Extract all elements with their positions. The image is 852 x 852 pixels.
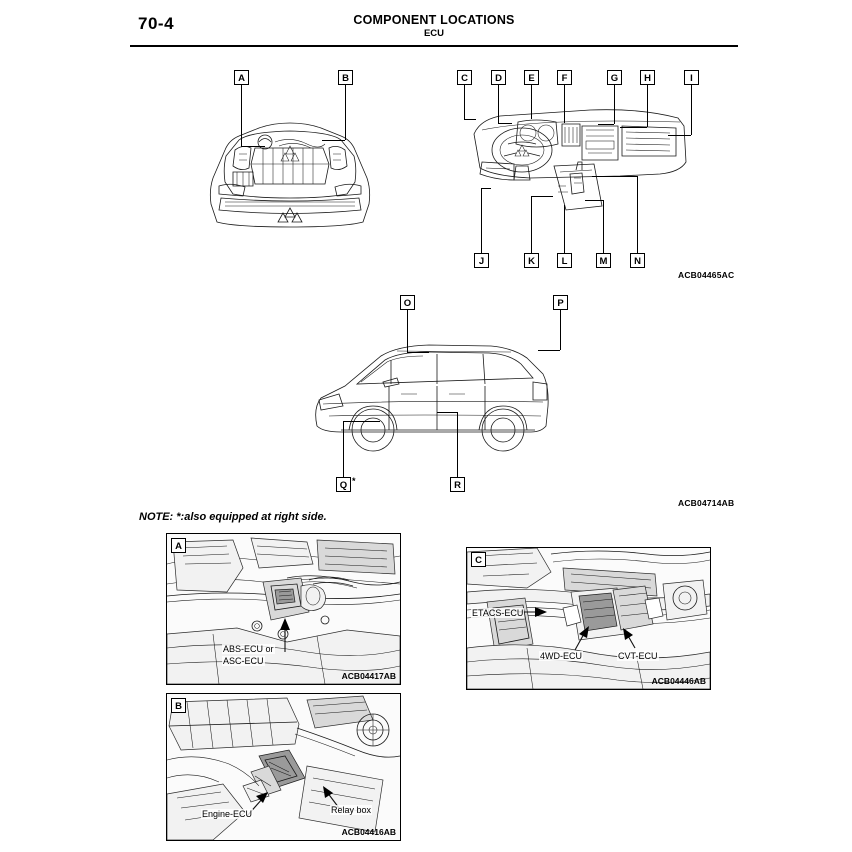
leader-f (564, 85, 565, 123)
figure-engine-bay (195, 86, 385, 231)
callout-c: C (457, 70, 472, 85)
leader-b (345, 85, 346, 140)
callout-n: N (630, 253, 645, 268)
callout-o: O (400, 295, 415, 310)
page-header (130, 10, 738, 46)
photo-panel-c (466, 547, 711, 690)
leader-c (464, 85, 465, 119)
callout-q-asterisk: * (352, 476, 356, 486)
panel-c-annotation-cvt-ecu: CVT-ECU (618, 651, 658, 661)
panel-c-caption: ACB04446AB (651, 676, 706, 686)
panel-c-annotation-etacs-ecu: ETACS-ECU (472, 608, 524, 618)
panel-b-annotation-engine-ecu: Engine-ECU (202, 809, 253, 819)
leader-l (564, 205, 565, 253)
leader-h2 (620, 127, 647, 128)
leader-r2 (437, 412, 457, 413)
leader-j (481, 188, 482, 253)
leader-m (603, 200, 604, 253)
leader-p2 (538, 350, 560, 351)
leader-i2 (668, 135, 691, 136)
leader-g2 (598, 124, 614, 125)
panel-b-caption: ACB04416AB (341, 827, 396, 837)
photo-panel-b (166, 693, 401, 841)
note-text: NOTE: *:also equipped at right side. (139, 511, 327, 523)
callout-e: E (524, 70, 539, 85)
leader-q2 (343, 421, 380, 422)
page-subtitle: ECU (423, 28, 445, 39)
callout-b: B (338, 70, 353, 85)
panel-b-label: B (171, 698, 186, 713)
leader-q (343, 421, 344, 477)
panel-a-annotation-2: ASC-ECU (223, 656, 264, 666)
leader-n2 (592, 176, 637, 177)
callout-a: A (234, 70, 249, 85)
panel-c-annotation-4wd-ecu: 4WD-ECU (540, 651, 582, 661)
callout-r: R (450, 477, 465, 492)
leader-b2 (322, 140, 345, 141)
leader-m2 (585, 200, 603, 201)
leader-d2 (498, 123, 512, 124)
callout-g: G (607, 70, 622, 85)
leader-a (241, 85, 242, 146)
leader-o2 (407, 352, 429, 353)
leader-e (531, 85, 532, 119)
callout-i: I (684, 70, 699, 85)
leader-a2 (241, 146, 265, 147)
leader-p (560, 310, 561, 350)
panel-b-annotation-relay-box: Relay box (331, 805, 372, 815)
callout-j: J (474, 253, 489, 268)
leader-h (647, 85, 648, 127)
leader-g (614, 85, 615, 124)
leader-k2 (531, 196, 553, 197)
callout-d: D (491, 70, 506, 85)
photo-panel-a (166, 533, 401, 685)
leader-k (531, 196, 532, 253)
leader-d (498, 85, 499, 123)
callout-q: Q (336, 477, 351, 492)
figure-id-vehicle-side: ACB04714AB (678, 498, 735, 508)
leader-r (457, 412, 458, 477)
leader-n (637, 176, 638, 253)
callout-p: P (553, 295, 568, 310)
header-divider (130, 45, 738, 47)
leader-o (407, 310, 408, 352)
panel-a-label: A (171, 538, 186, 553)
figure-instrument-panel (470, 100, 690, 215)
panel-a-annotation-1: ABS-ECU or (223, 644, 274, 654)
callout-k: K (524, 253, 539, 268)
panel-a-caption: ACB04417AB (341, 671, 396, 681)
leader-c2 (464, 119, 476, 120)
callout-f: F (557, 70, 572, 85)
page-number: 70-4 (138, 14, 175, 33)
callout-m: M (596, 253, 611, 268)
leader-i (691, 85, 692, 135)
panel-c-label: C (471, 552, 486, 567)
callout-h: H (640, 70, 655, 85)
leader-j2 (481, 188, 491, 189)
callout-l: L (557, 253, 572, 268)
page-title: COMPONENT LOCATIONS (353, 13, 515, 27)
figure-id-instrument-panel: ACB04465AC (678, 270, 735, 280)
